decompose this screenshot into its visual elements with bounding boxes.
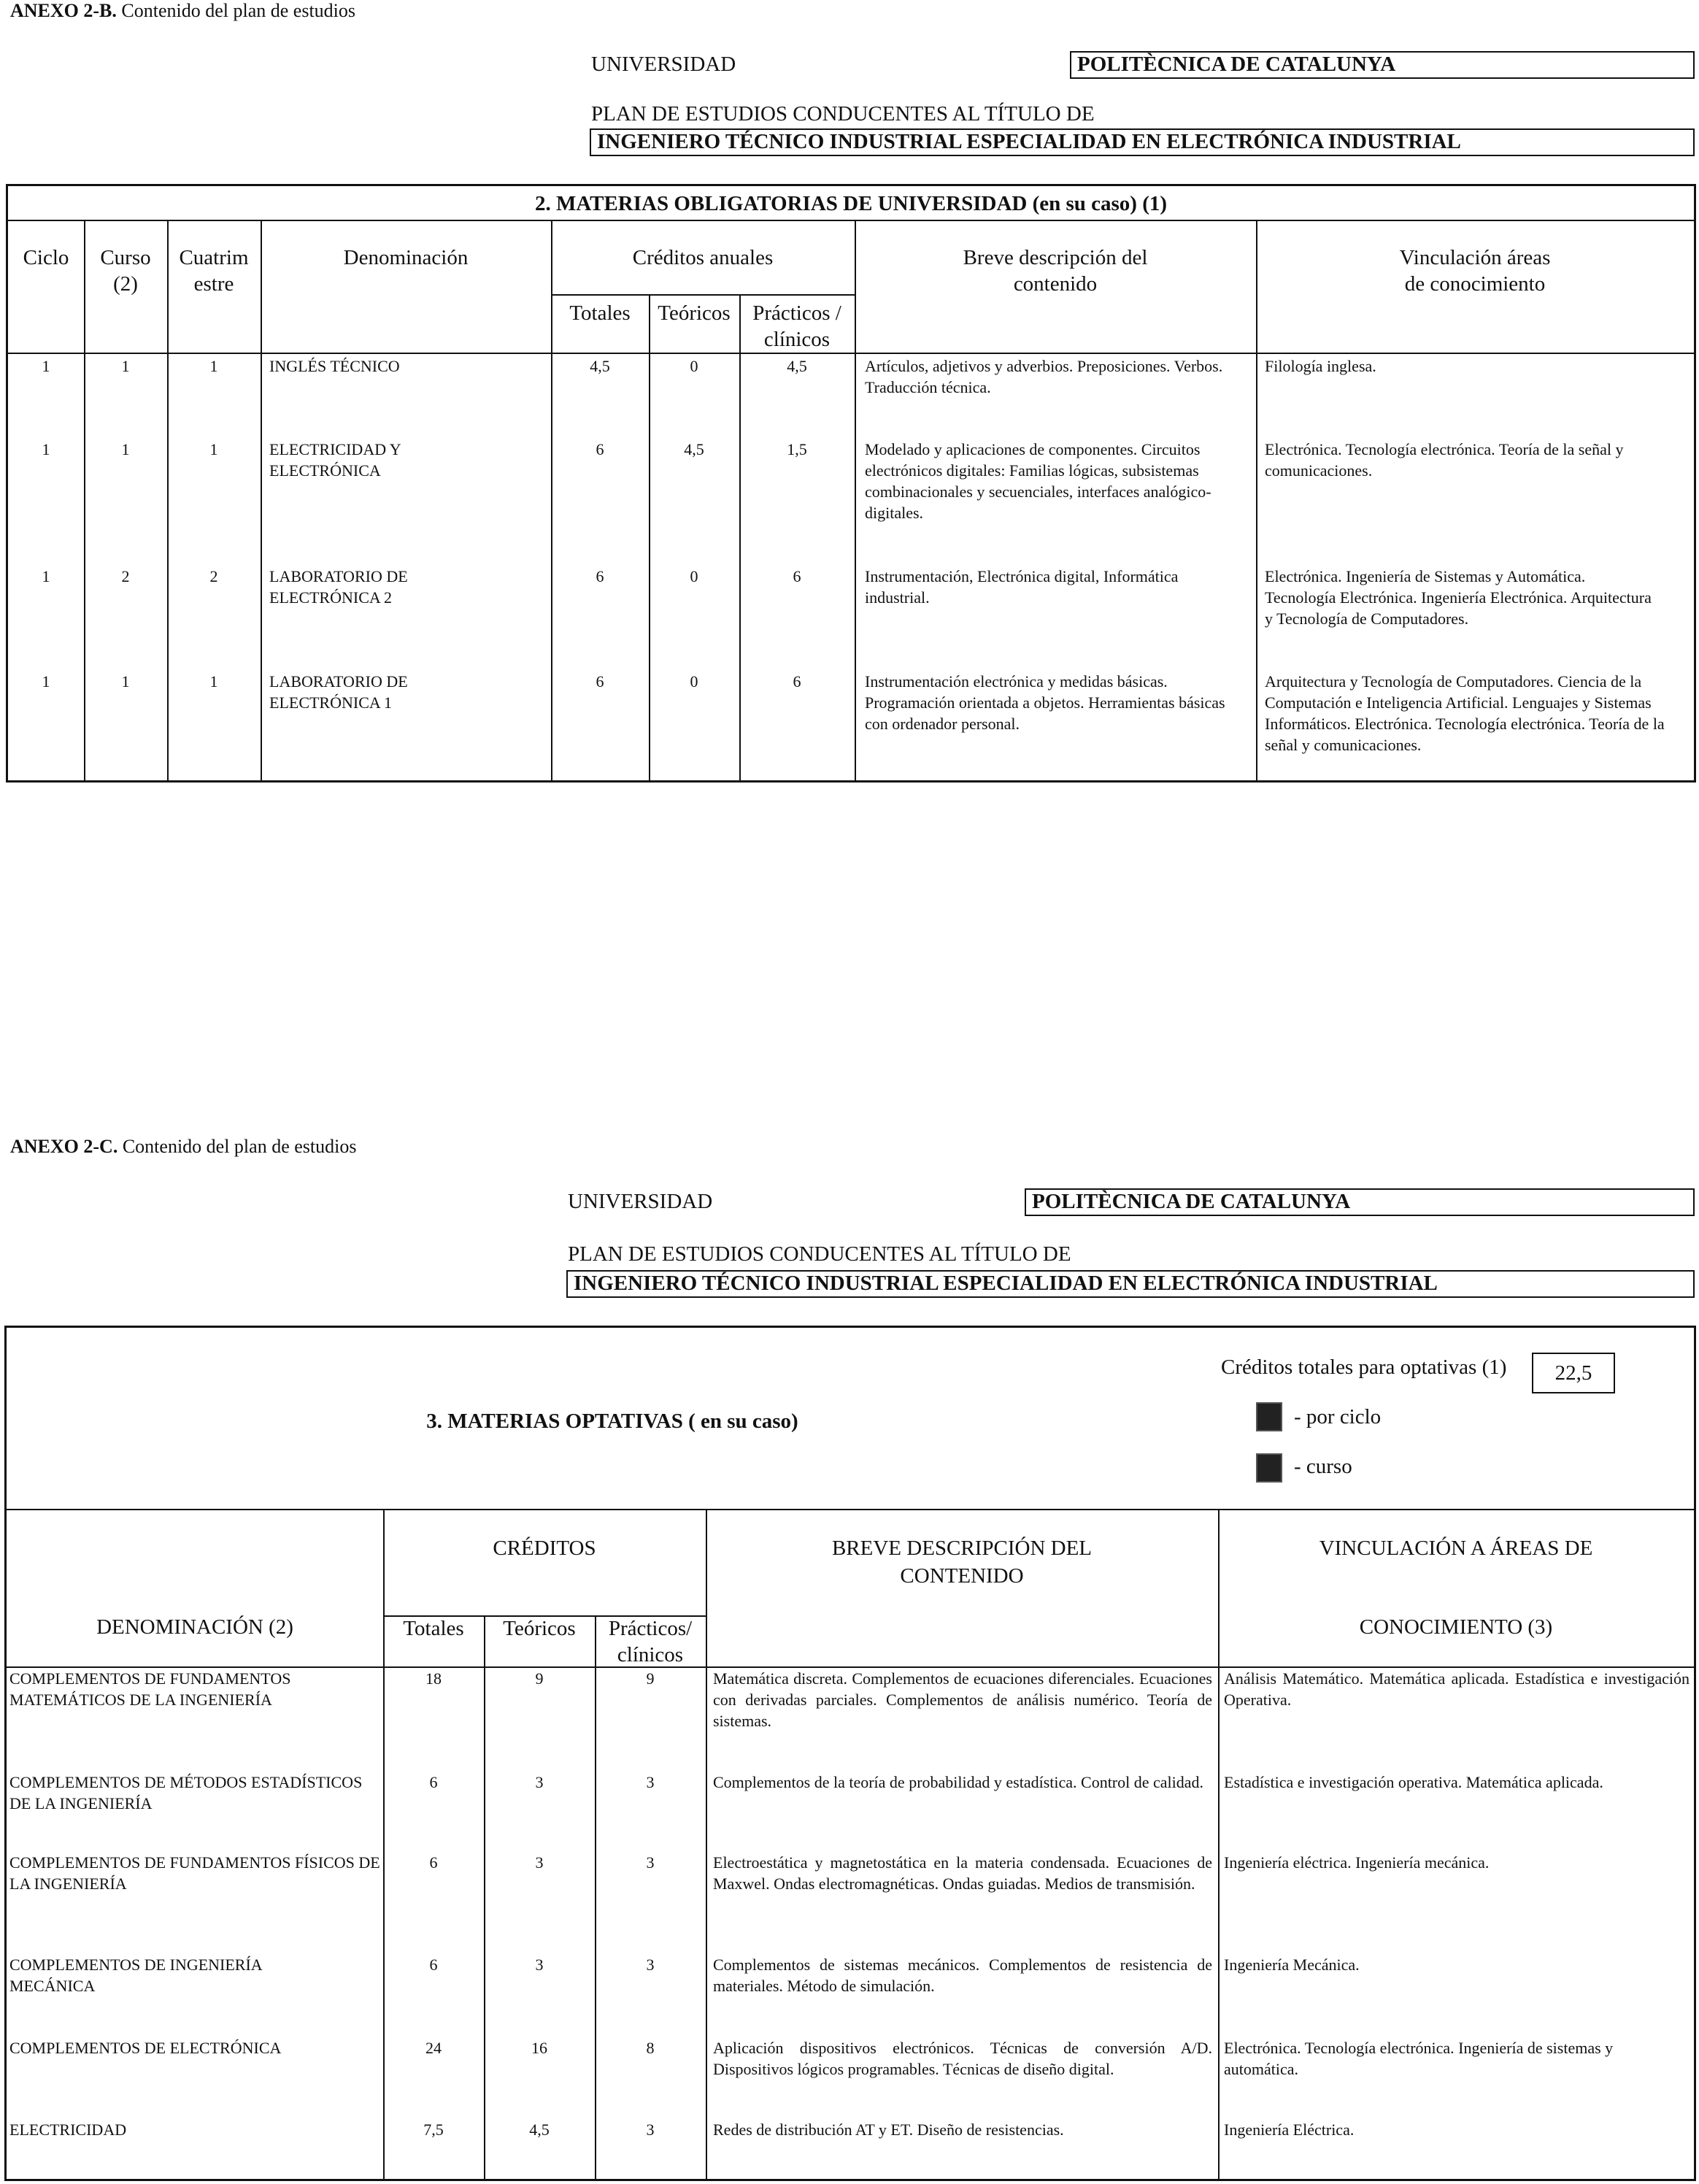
optativa-row-5-vinculacion: Electrónica. Tecnología electrónica. Ingeniería de sistemas y automática. [1224, 2039, 1614, 2078]
table-row-2-descripcion: Modelado y aplicaciones de componentes. Circuitos electrónicos digitales: Familias lógicas, subsistemas combinacionales y secuenciales, interfaces analógico-digitales. [865, 440, 1211, 522]
optativa-row-6-totales: 7,5 [423, 2120, 444, 2139]
header-descripcion-c-2: CONTENIDO [900, 1564, 1024, 1588]
annex-b-universidad-label: UNIVERSIDAD [591, 53, 736, 76]
table-row-3-totales: 6 [596, 567, 604, 585]
annex-b-table-title: 2. MATERIAS OBLIGATORIAS DE UNIVERSIDAD (en su caso) (1) [534, 192, 1168, 215]
optativa-row-6-teoricos: 4,5 [529, 2120, 550, 2139]
optativa-row-3-teoricos: 3 [535, 1853, 544, 1872]
optativa-row-5-teoricos: 16 [531, 2039, 547, 2057]
header-denominacion-c: DENOMINACIÓN (2) [96, 1615, 293, 1639]
header-practicos-c: Prácticos/ [608, 1617, 693, 1640]
optativa-row-3-vinculacion: Ingeniería eléctrica. Ingeniería mecánica. [1224, 1853, 1490, 1872]
table-row-4-practicos: 6 [793, 672, 801, 691]
optativa-row-4-totales: 6 [429, 1956, 438, 1974]
table-row-4-totales: 6 [596, 672, 604, 691]
optativa-row-5-descripcion: Aplicación dispositivos electrónicos. Técnicas de conversión A/D. Dispositivos lógicos programables. Técnicas de diseño digital. [713, 2039, 1212, 2078]
table-row-2-vinculacion: Electrónica. Tecnología electrónica. Teoría de la señal y comunicaciones. [1265, 440, 1624, 480]
header-practicos: Prácticos / [752, 301, 841, 325]
table-row-4-curso: 1 [121, 672, 130, 691]
creditos-totales-label: Créditos totales para optativas (1) [1221, 1356, 1507, 1379]
table-row-4-vinculacion: Arquitectura y Tecnología de Computadores. Ciencia de la Computación e Inteligencia Artificial. Lenguajes y Sistemas Informáticos. Electrónica. Tecnología electrónica. Teoría de la señal y comunicaciones. [1265, 672, 1665, 754]
header-descripcion: Breve descripción del [963, 246, 1148, 269]
table-row-1-practicos: 4,5 [787, 357, 807, 375]
optativa-row-2-practicos: 3 [646, 1773, 655, 1791]
table-row-4-descripcion: Instrumentación electrónica y medidas básicas. Programación orientada a objetos. Herramientas básicas con ordenador personal. [865, 672, 1225, 733]
optativa-row-2-totales: 6 [429, 1773, 438, 1791]
optativa-row-4-practicos: 3 [646, 1956, 655, 1974]
optativa-row-6-vinculacion: Ingeniería Eléctrica. [1224, 2120, 1355, 2139]
table-row-3-teoricos: 0 [690, 567, 698, 585]
table-row-2-teoricos: 4,5 [684, 440, 704, 458]
table-row-4-teoricos: 0 [690, 672, 698, 691]
optativa-row-1-descripcion: Matemática discreta. Complementos de ecuaciones diferenciales. Ecuaciones con derivadas parciales. Complementos de análisis numérico. Teoría de sistemas. [713, 1669, 1212, 1730]
optativa-row-6-denominacion: ELECTRICIDAD [9, 2120, 127, 2139]
table-row-1-cuatrim: 1 [209, 357, 218, 375]
optativa-row-3-totales: 6 [429, 1853, 438, 1872]
table-row-3-ciclo: 1 [42, 567, 50, 585]
annex-b-plan-value: INGENIERO TÉCNICO INDUSTRIAL ESPECIALIDAD EN ELECTRÓNICA INDUSTRIAL [590, 128, 1695, 156]
table-row-1-ciclo: 1 [42, 357, 50, 375]
header-creditos-c: CRÉDITOS [493, 1537, 596, 1560]
header-curso-2: (2) [113, 272, 138, 296]
header-cuatrim: Cuatrim [179, 246, 249, 269]
header-totales-c: Totales [403, 1617, 464, 1640]
table-row-1-totales: 4,5 [590, 357, 610, 375]
annex-c-universidad-value: POLITÈCNICA DE CATALUNYA [1025, 1188, 1695, 1216]
table-row-3-cuatrim: 2 [209, 567, 218, 585]
optativa-row-1-vinculacion: Análisis Matemático. Matemática aplicada. Estadística e investigación Operativa. [1224, 1669, 1690, 1709]
creditos-totales-value: 22,5 [1532, 1353, 1615, 1393]
header-practicos-c-2: clínicos [617, 1643, 684, 1666]
optativa-row-5-totales: 24 [425, 2039, 442, 2057]
header-vinculacion-2: de conocimiento [1404, 272, 1546, 296]
annex-c-plan-value: INGENIERO TÉCNICO INDUSTRIAL ESPECIALIDAD EN ELECTRÓNICA INDUSTRIAL [566, 1270, 1695, 1298]
optativa-row-2-vinculacion: Estadística e investigación operativa. Matemática aplicada. [1224, 1773, 1603, 1791]
optativa-row-6-practicos: 3 [646, 2120, 655, 2139]
optativa-row-2-teoricos: 3 [535, 1773, 544, 1791]
annex-c-heading: ANEXO 2-C. Contenido del plan de estudios [10, 1136, 357, 1157]
header-teoricos: Teóricos [658, 301, 731, 325]
table-row-4-denominacion: LABORATORIO DE ELECTRÓNICA 1 [269, 672, 408, 712]
table-row-2-denominacion: ELECTRICIDAD Y ELECTRÓNICA [269, 440, 401, 480]
optativa-row-3-denominacion: COMPLEMENTOS DE FUNDAMENTOS FÍSICOS DE LA INGENIERÍA [9, 1853, 380, 1893]
optativa-row-4-denominacion: COMPLEMENTOS DE INGENIERÍA MECÁNICA [9, 1956, 262, 1995]
table-row-1-vinculacion: Filología inglesa. [1265, 357, 1376, 375]
optativa-row-5-denominacion: COMPLEMENTOS DE ELECTRÓNICA [9, 2039, 282, 2057]
optativa-row-1-teoricos: 9 [535, 1669, 544, 1688]
header-vinculacion-c-2: CONOCIMIENTO (3) [1359, 1615, 1553, 1639]
table-row-3-curso: 2 [121, 567, 130, 585]
curso-label: - curso [1294, 1455, 1352, 1478]
table-row-3-vinculacion: Electrónica. Ingeniería de Sistemas y Automática. Tecnología Electrónica. Ingeniería Electrónica. Arquitectura y Tecnología de Computadores. [1265, 567, 1652, 628]
table-row-1-denominacion: INGLÉS TÉCNICO [269, 357, 400, 375]
table-row-4-cuatrim: 1 [209, 672, 218, 691]
annex-c-universidad-label: UNIVERSIDAD [568, 1190, 713, 1213]
table-row-3-descripcion: Instrumentación, Electrónica digital, Informática industrial. [865, 567, 1179, 607]
table-row-4-ciclo: 1 [42, 672, 50, 691]
header-denominacion: Denominación [343, 246, 469, 269]
optativa-row-2-descripcion: Complementos de la teoría de probabilidad y estadística. Control de calidad. [713, 1773, 1204, 1791]
table-row-2-totales: 6 [596, 440, 604, 458]
por-ciclo-label: - por ciclo [1294, 1405, 1382, 1429]
annex-b-plan-label: PLAN DE ESTUDIOS CONDUCENTES AL TÍTULO DE [591, 102, 1095, 126]
table-row-2-curso: 1 [121, 440, 130, 458]
annex-c-table-title: 3. MATERIAS OPTATIVAS ( en su caso) [426, 1410, 798, 1433]
annex-b-heading: ANEXO 2-B. Contenido del plan de estudios [10, 0, 356, 21]
optativa-row-1-practicos: 9 [646, 1669, 655, 1688]
header-practicos-2: clínicos [763, 328, 831, 351]
header-totales: Totales [569, 301, 631, 325]
curso-checkbox [1256, 1453, 1282, 1483]
annex-c-table [4, 1326, 1696, 2181]
optativa-row-4-vinculacion: Ingeniería Mecánica. [1224, 1956, 1360, 1974]
header-vinculacion-c: VINCULACIÓN A ÁREAS DE [1319, 1537, 1593, 1560]
table-row-1-descripcion: Artículos, adjetivos y adverbios. Preposiciones. Verbos. Traducción técnica. [865, 357, 1223, 396]
table-row-3-practicos: 6 [793, 567, 801, 585]
optativa-row-1-denominacion: COMPLEMENTOS DE FUNDAMENTOS MATEMÁTICOS DE LA INGENIERÍA [9, 1669, 291, 1709]
annex-c-plan-label: PLAN DE ESTUDIOS CONDUCENTES AL TÍTULO DE [568, 1242, 1071, 1266]
optativa-row-4-descripcion: Complementos de sistemas mecánicos. Complementos de resistencia de materiales. Método de simulación. [713, 1956, 1212, 1995]
annex-b-table [6, 184, 1696, 783]
header-vinculacion: Vinculación áreas [1399, 246, 1551, 269]
annex-b-universidad-value: POLITÈCNICA DE CATALUNYA [1070, 51, 1695, 79]
header-creditos: Créditos anuales [632, 246, 774, 269]
optativa-row-6-descripcion: Redes de distribución AT y ET. Diseño de resistencias. [713, 2120, 1064, 2139]
optativa-row-2-denominacion: COMPLEMENTOS DE MÉTODOS ESTADÍSTICOS DE LA INGENIERÍA [9, 1773, 363, 1812]
header-descripcion-c: BREVE DESCRIPCIÓN DEL [831, 1537, 1093, 1560]
optativa-row-1-totales: 18 [425, 1669, 442, 1688]
optativa-row-3-descripcion: Electroestática y magnetostática en la materia condensada. Ecuaciones de Maxwel. Ondas electromagnéticas. Ondas guiadas. Medios de transmisión. [713, 1853, 1212, 1893]
optativa-row-5-practicos: 8 [646, 2039, 655, 2057]
optativa-row-4-teoricos: 3 [535, 1956, 544, 1974]
table-row-3-denominacion: LABORATORIO DE ELECTRÓNICA 2 [269, 567, 408, 607]
table-row-1-teoricos: 0 [690, 357, 698, 375]
table-row-2-cuatrim: 1 [209, 440, 218, 458]
header-curso: Curso [100, 246, 151, 269]
table-row-1-curso: 1 [121, 357, 130, 375]
table-row-2-ciclo: 1 [42, 440, 50, 458]
header-teoricos-c: Teóricos [503, 1617, 576, 1640]
header-ciclo: Ciclo [23, 246, 69, 269]
header-cuatrim-2: estre [193, 272, 234, 296]
optativa-row-3-practicos: 3 [646, 1853, 655, 1872]
table-row-2-practicos: 1,5 [787, 440, 807, 458]
por-ciclo-checkbox [1256, 1402, 1282, 1431]
header-descripcion-2: contenido [1013, 272, 1098, 296]
